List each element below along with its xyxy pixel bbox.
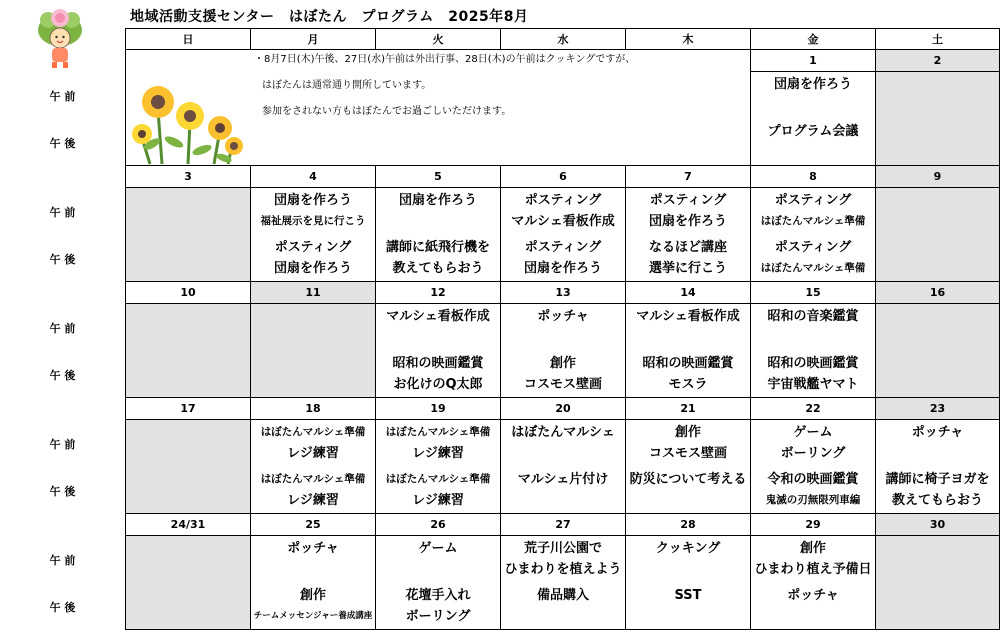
notice-line: 参加をされない方もはぼたんでお過ごしいただけます。: [262, 106, 512, 117]
weekday-header: 土: [875, 28, 1000, 50]
event-cell: [625, 536, 750, 583]
date-cell: 9: [875, 166, 1000, 188]
date-cell: 19: [375, 398, 500, 420]
event-label: クッキング: [655, 541, 721, 556]
event-cell: [375, 583, 500, 630]
event-label: ポスティング: [774, 240, 852, 255]
event-cell: [750, 304, 875, 351]
page-title: 地域活動支援センター はぼたん プログラム 2025年8月: [130, 9, 529, 25]
event-label: モスラ: [668, 377, 708, 392]
event-label: レジ練習: [412, 446, 464, 461]
event-label: 団扇を作ろう: [273, 193, 352, 208]
event-cell: [750, 119, 875, 166]
event-cell: [500, 304, 625, 351]
event-label: マルシェ片付け: [517, 472, 609, 487]
event-cell: [250, 304, 375, 351]
date-cell: 8: [750, 166, 875, 188]
event-cell: [750, 351, 875, 398]
event-label: 備品購入: [536, 588, 589, 603]
event-label: プログラム会議: [767, 124, 859, 139]
event-label: チームメッセンジャー養成講座: [253, 611, 373, 621]
event-cell: [125, 351, 250, 398]
am-label: 午 前: [49, 205, 76, 219]
event-cell: [875, 235, 1000, 282]
event-label: ポッチャ: [911, 425, 964, 440]
event-cell: [375, 188, 500, 235]
event-label: はぼたんマルシェ: [511, 425, 615, 440]
event-label: 宇宙戦艦ヤマト: [767, 377, 859, 392]
am-label: 午 前: [49, 89, 76, 103]
event-label: レジ練習: [412, 493, 464, 508]
event-cell: [500, 235, 625, 282]
event-label: 創作: [299, 588, 326, 603]
date-cell: 24/31: [125, 514, 250, 536]
event-cell: [625, 351, 750, 398]
event-label: はぼたんマルシェ準備: [385, 426, 491, 438]
event-cell: [125, 583, 250, 630]
event-label: 昭和の音楽鑑賞: [767, 309, 859, 324]
event-label: ポスティング: [274, 240, 352, 255]
event-cell: [125, 304, 250, 351]
date-cell: 17: [125, 398, 250, 420]
event-label: 昭和の映画鑑賞: [767, 356, 859, 371]
event-label: ひまわりを植えよう: [504, 562, 622, 577]
event-label: はぼたんマルシェ準備: [760, 215, 866, 227]
event-label: 荒子川公園で: [523, 541, 602, 556]
date-cell: 4: [250, 166, 375, 188]
weekday-header: 水: [500, 28, 625, 50]
date-cell: 28: [625, 514, 750, 536]
event-cell: [625, 467, 750, 514]
event-cell: [875, 72, 1000, 119]
event-cell: [375, 304, 500, 351]
event-cell: [875, 467, 1000, 514]
event-cell: [250, 235, 375, 282]
date-cell: 21: [625, 398, 750, 420]
event-label: ポスティング: [524, 193, 602, 208]
date-cell: 18: [250, 398, 375, 420]
date-cell: 15: [750, 282, 875, 304]
event-label: お化けのQ太郎: [393, 377, 483, 392]
notice-text: [254, 47, 635, 125]
event-cell: [250, 351, 375, 398]
event-label: ポッチャ: [287, 541, 339, 556]
date-cell: 5: [375, 166, 500, 188]
event-cell: [500, 351, 625, 398]
weekday-header: 木: [625, 28, 750, 50]
event-label: コスモス壁画: [648, 446, 727, 461]
event-label: はぼたんマルシェ準備: [260, 473, 366, 485]
event-label: 昭和の映画鑑賞: [642, 356, 734, 371]
date-cell: 22: [750, 398, 875, 420]
event-label: ゲーム: [793, 425, 833, 440]
pm-label: 午 後: [49, 368, 76, 382]
date-cell: 10: [125, 282, 250, 304]
event-cell: [875, 119, 1000, 166]
notice-line: ・8月7日(木)午後、27日(水)午前は外出行事、28日(木)の午前はクッキングですが、: [254, 54, 636, 65]
event-cell: [125, 188, 250, 235]
event-cell: [500, 188, 625, 235]
event-label: マルシェ看板作成: [386, 309, 490, 324]
event-label: 団扇を作ろう: [398, 193, 477, 208]
event-label: ポッチャ: [537, 309, 589, 324]
event-label: ポッチャ: [787, 588, 839, 603]
event-cell: [500, 467, 625, 514]
date-cell: 20: [500, 398, 625, 420]
event-cell: [750, 467, 875, 514]
date-cell: 27: [500, 514, 625, 536]
event-cell: [375, 351, 500, 398]
event-label: 福祉展示を見に行こう: [260, 215, 366, 227]
event-label: 創作: [799, 541, 826, 556]
date-cell: 1: [750, 50, 875, 72]
am-label: 午 前: [49, 437, 76, 451]
event-cell: [875, 420, 1000, 467]
date-cell: 3: [125, 166, 250, 188]
event-cell: [625, 235, 750, 282]
event-cell: [875, 536, 1000, 583]
event-cell: [250, 420, 375, 467]
event-label: 講師に椅子ヨガを: [885, 472, 990, 487]
event-label: はぼたんマルシェ準備: [385, 473, 491, 485]
weekday-header: 月: [250, 28, 375, 50]
event-label: 団扇を作ろう: [523, 261, 602, 276]
event-cell: [750, 235, 875, 282]
event-label: 花壇手入れ: [405, 588, 471, 603]
event-label: マルシェ看板作成: [511, 214, 615, 229]
date-cell: 26: [375, 514, 500, 536]
event-cell: [250, 188, 375, 235]
event-label: SST: [674, 588, 702, 603]
event-label: 団扇を作ろう: [648, 214, 727, 229]
event-cell: [875, 304, 1000, 351]
event-cell: [500, 583, 625, 630]
notice-line: はぼたんは通常通り開所しています。: [262, 80, 432, 91]
event-label: はぼたんマルシェ準備: [760, 262, 866, 274]
event-label: はぼたんマルシェ準備: [260, 426, 366, 438]
event-label: マルシェ看板作成: [636, 309, 740, 324]
event-label: ゲーム: [418, 541, 458, 556]
event-label: ポスティング: [649, 193, 727, 208]
date-cell: 16: [875, 282, 1000, 304]
date-cell: 13: [500, 282, 625, 304]
date-cell: 14: [625, 282, 750, 304]
event-cell: [875, 188, 1000, 235]
event-label: 団扇を作ろう: [273, 261, 352, 276]
event-label: 教えてもらおう: [392, 261, 484, 276]
date-cell: 23: [875, 398, 1000, 420]
date-cell: 30: [875, 514, 1000, 536]
event-cell: [125, 235, 250, 282]
event-cell: [750, 188, 875, 235]
event-label: 講師に紙飛行機を: [385, 240, 490, 255]
event-cell: [625, 583, 750, 630]
event-label: 令和の映画鑑賞: [767, 472, 859, 487]
event-label: ポスティング: [524, 240, 602, 255]
pm-label: 午 後: [49, 252, 76, 266]
event-cell: [750, 420, 875, 467]
event-cell: [250, 536, 375, 583]
event-cell: [125, 536, 250, 583]
date-cell: 29: [750, 514, 875, 536]
event-cell: [875, 351, 1000, 398]
event-cell: [750, 583, 875, 630]
pm-label: 午 後: [49, 600, 76, 614]
event-cell: [500, 420, 625, 467]
date-cell: 12: [375, 282, 500, 304]
event-label: 防災について考える: [629, 472, 747, 487]
event-cell: [375, 467, 500, 514]
date-cell: 7: [625, 166, 750, 188]
event-label: 団扇を作ろう: [773, 77, 852, 92]
header-corner: [0, 28, 125, 72]
event-cell: [625, 304, 750, 351]
event-label: 創作: [549, 356, 576, 371]
event-cell: [500, 536, 625, 583]
event-cell: [375, 536, 500, 583]
event-cell: [250, 583, 375, 630]
event-cell: [625, 188, 750, 235]
event-label: 昭和の映画鑑賞: [392, 356, 484, 371]
date-cell: 6: [500, 166, 625, 188]
date-cell: 25: [250, 514, 375, 536]
weekday-header: 日: [125, 28, 250, 50]
event-cell: [375, 420, 500, 467]
event-label: レジ練習: [287, 446, 339, 461]
event-label: レジ練習: [287, 493, 339, 508]
event-label: ボーリング: [780, 446, 846, 461]
date-cell: 2: [875, 50, 1000, 72]
event-cell: [875, 583, 1000, 630]
sunflower-illustration-icon: [128, 80, 248, 166]
event-cell: [125, 467, 250, 514]
weekday-header: 火: [375, 28, 500, 50]
event-cell: [375, 235, 500, 282]
pm-label: 午 後: [49, 136, 76, 150]
event-label: コスモス壁画: [523, 377, 602, 392]
date-cell: 11: [250, 282, 375, 304]
event-cell: [750, 536, 875, 583]
event-label: ポスティング: [774, 193, 852, 208]
event-label: なるほど講座: [648, 240, 727, 255]
event-cell: [125, 420, 250, 467]
event-cell: [750, 72, 875, 119]
event-label: 選挙に行こう: [648, 261, 727, 276]
event-cell: [250, 467, 375, 514]
event-label: 創作: [674, 425, 701, 440]
event-cell: [625, 420, 750, 467]
event-label: 鬼滅の刃無限列車編: [765, 494, 861, 506]
event-label: 教えてもらおう: [891, 493, 983, 508]
event-label: ボーリング: [405, 609, 471, 624]
pm-label: 午 後: [49, 484, 76, 498]
am-label: 午 前: [49, 553, 76, 567]
event-label: ひまわり植え予備日: [754, 562, 872, 577]
weekday-header: 金: [750, 28, 875, 50]
am-label: 午 前: [49, 321, 76, 335]
